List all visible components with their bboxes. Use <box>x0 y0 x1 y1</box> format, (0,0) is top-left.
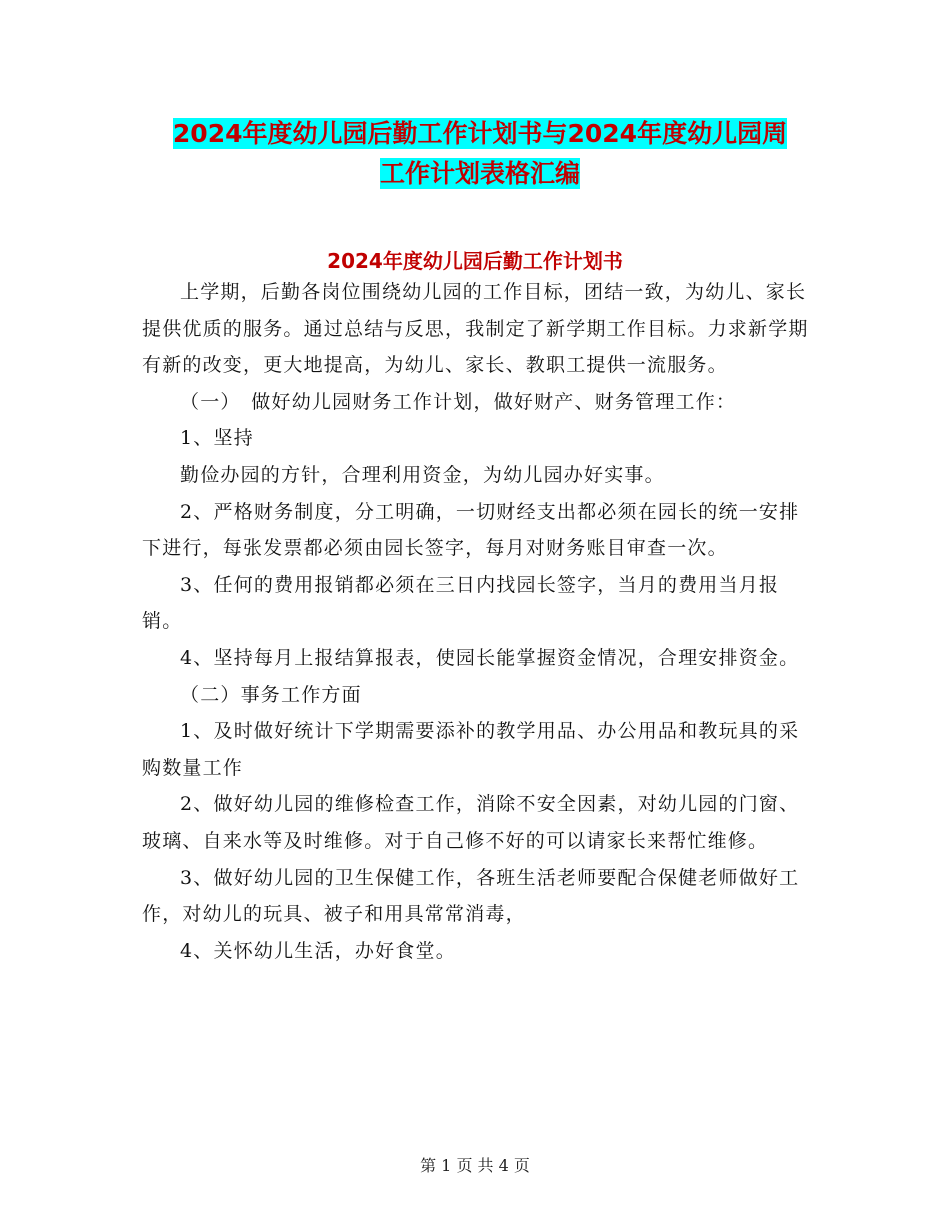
paragraph-intro: 上学期，后勤各岗位围绕幼儿园的工作目标，团结一致，为幼儿、家长提供优质的服务。通过总结与反思，我制定了新学期工作目标。力求新学期有新的改变，更大地提高，为幼儿、家长、教职工提供一流服务。 <box>142 281 809 377</box>
paragraph-item: 勤俭办园的方针，合理利用资金，为幼儿园办好实事。 <box>180 463 665 486</box>
title-highlight-2: 工作计划表格汇编 <box>379 159 580 188</box>
page-footer: 第 1 页 共 4 页 <box>420 1156 530 1175</box>
document-title-line-1 <box>140 112 820 156</box>
paragraph-item: 4、关怀幼儿生活，办好食堂。 <box>180 939 456 962</box>
paragraph-heading-1: （一） 做好幼儿园财务工作计划，做好财产、财务管理工作： <box>180 390 737 413</box>
paragraph-item: 4、坚持每月上报结算报表，使园长能掌握资金情况，合理安排资金。 <box>180 646 800 669</box>
document-body <box>142 274 812 969</box>
title-highlight-1: 2024年度幼儿园后勤工作计划书与2024年度幼儿园周 <box>172 119 788 148</box>
paragraph-heading-2: （二）事务工作方面 <box>180 683 362 706</box>
paragraph-item: 1、及时做好统计下学期需要添补的教学用品、办公用品和教玩具的采购数量工作 <box>142 720 800 779</box>
document-title-line-2 <box>140 152 820 196</box>
paragraph-item: 3、做好幼儿园的卫生保健工作，各班生活老师要配合保健老师做好工作，对幼儿的玩具、被子和用具常常消毒， <box>142 866 800 926</box>
paragraph-item: 3、任何的费用报销都必须在三日内找园长签字，当月的费用当月报销。 <box>142 573 780 633</box>
section-title: 2024年度幼儿园后勤工作计划书 <box>327 249 623 273</box>
paragraph-item: 1、坚持 <box>180 427 254 450</box>
paragraph-item: 2、严格财务制度，分工明确，一切财经支出都必须在园长的统一安排下进行，每张发票都必须由园长签字，每月对财务账目审查一次。 <box>142 500 800 560</box>
paragraph-item: 2、做好幼儿园的维修检查工作，消除不安全因素，对幼儿园的门窗、玻璃、自来水等及时维修。对于自己修不好的可以请家长来帮忙维修。 <box>142 793 800 852</box>
